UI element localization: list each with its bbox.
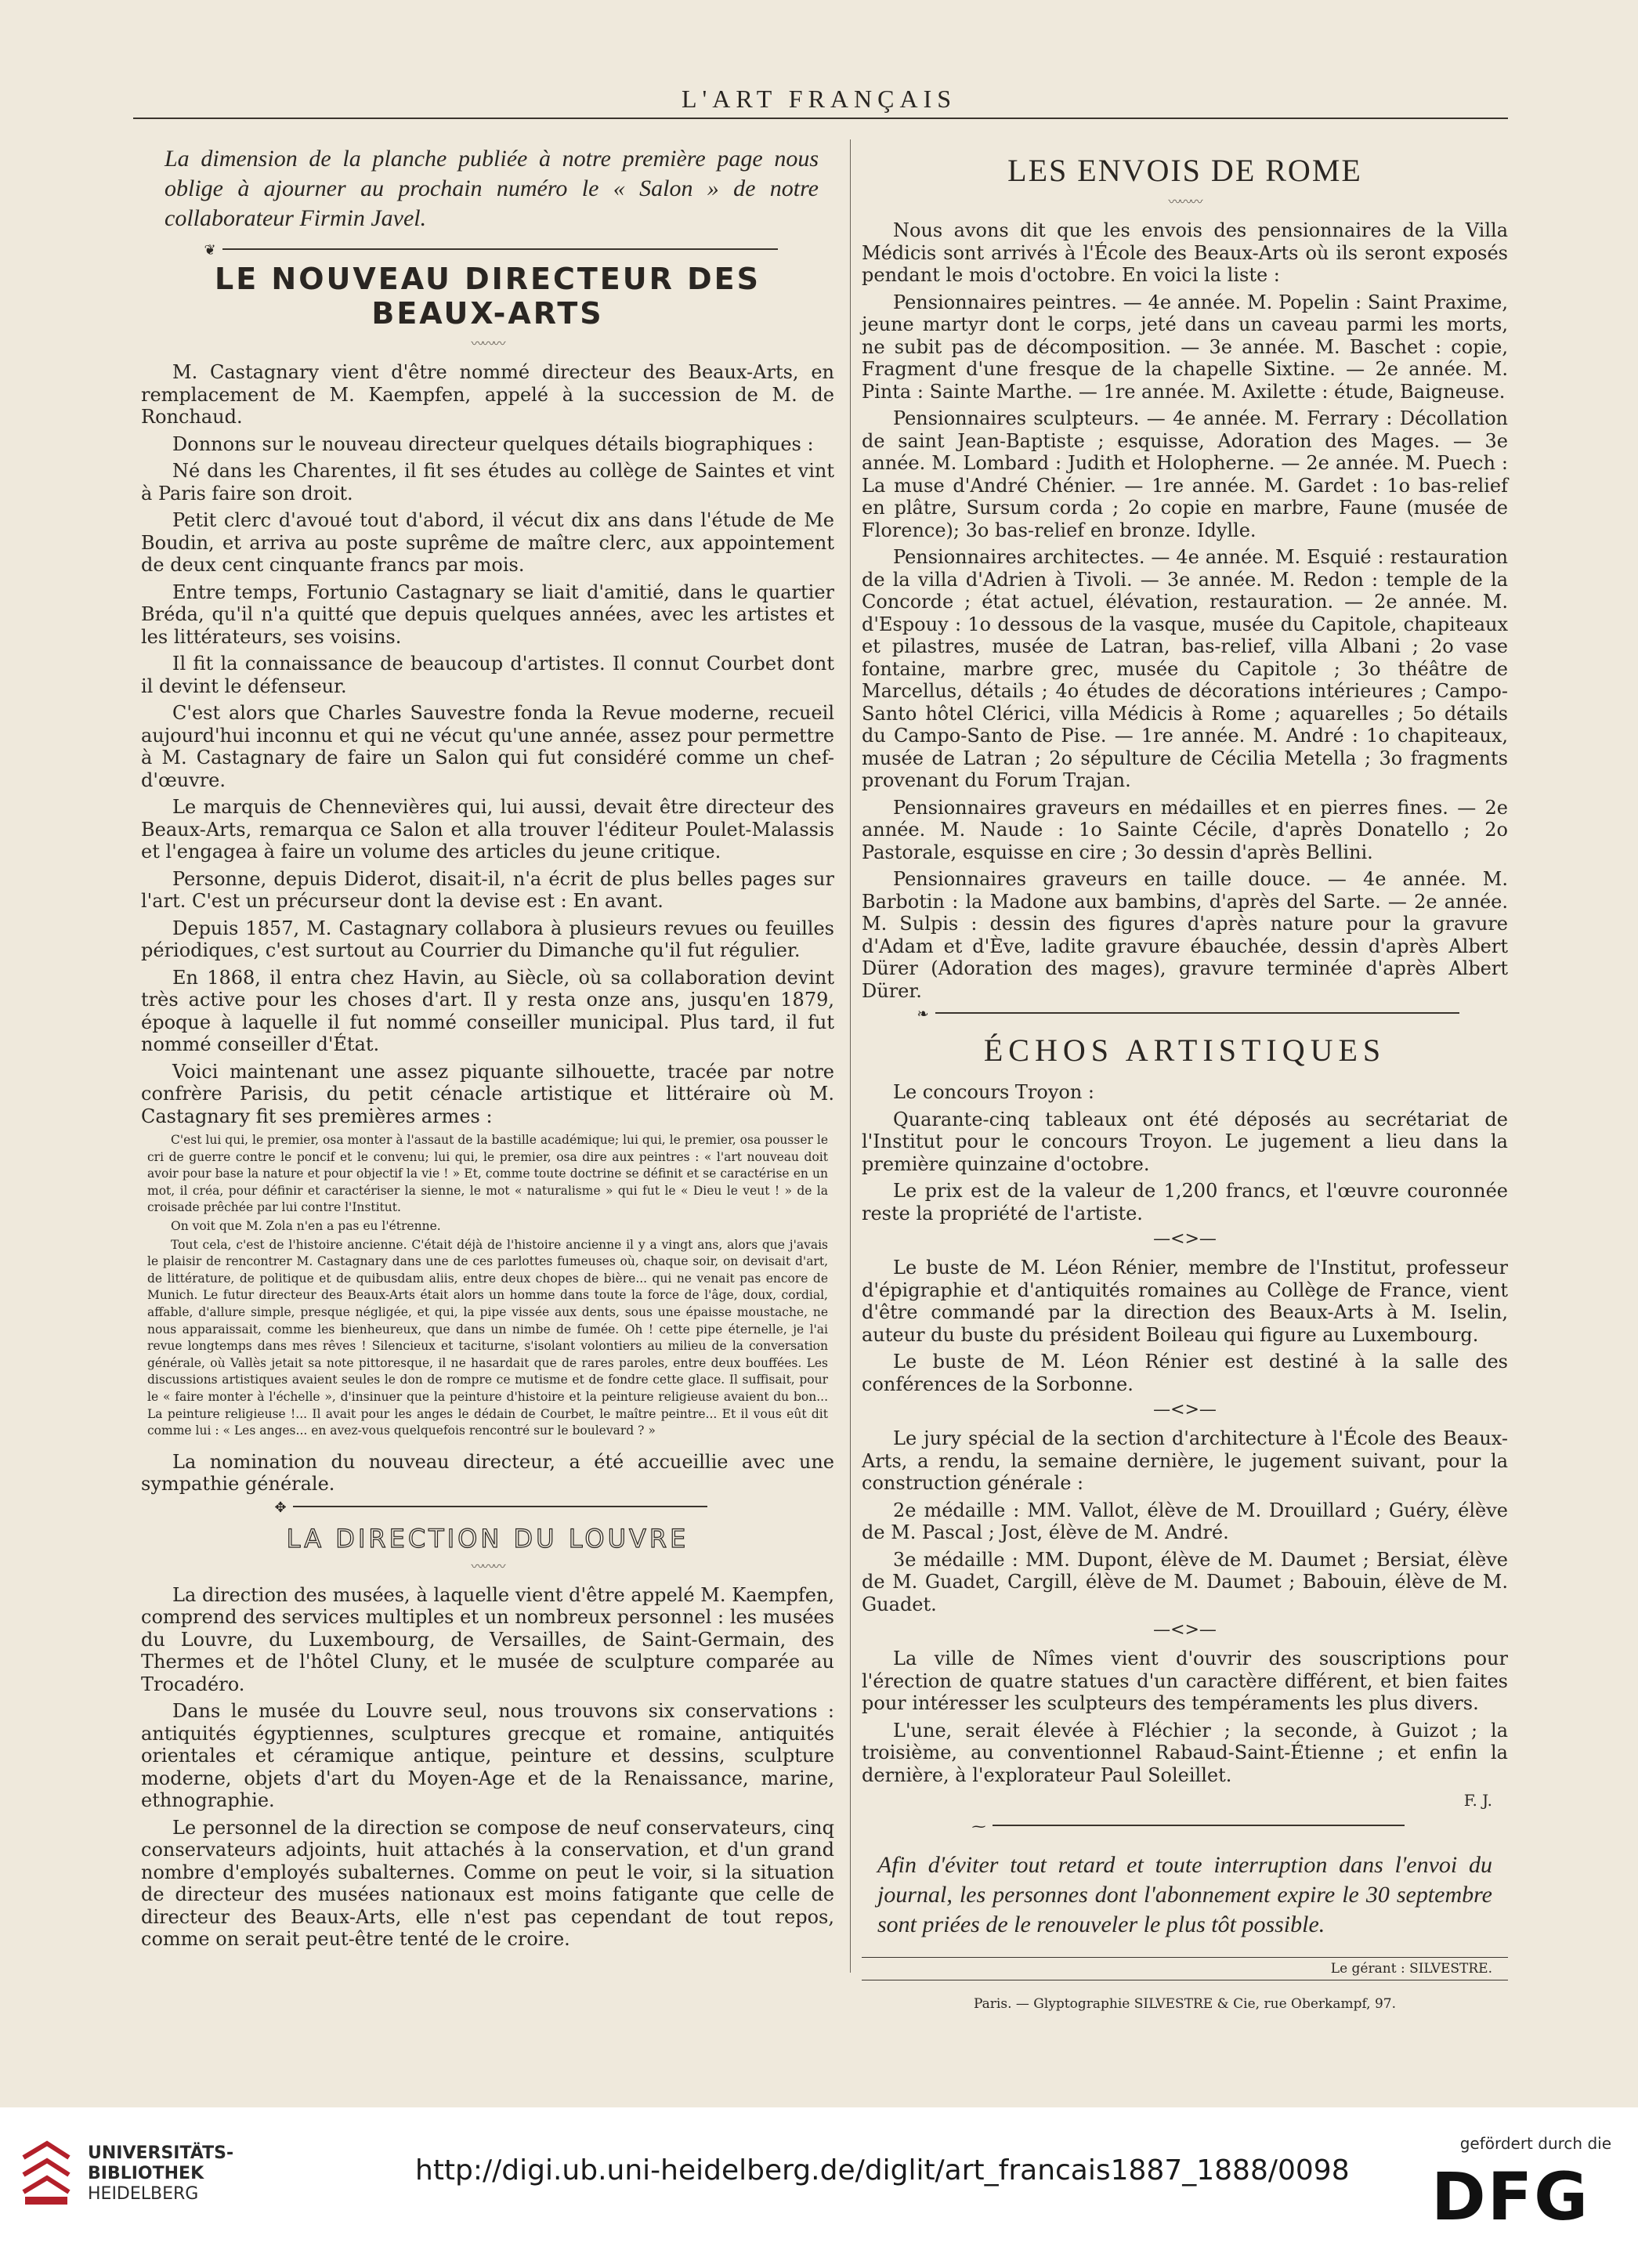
uni-line: BIBLIOTHEK: [88, 2164, 204, 2183]
closing-paragraph: La nomination du nouveau directeur, a été accueillie avec une sympathie générale.: [141, 1450, 834, 1496]
running-title: L'ART FRANÇAIS: [681, 85, 957, 113]
article-louvre-body: [141, 1584, 834, 1951]
ornament-divider: ✥: [269, 1500, 707, 1511]
article-envois-body: [862, 219, 1508, 1002]
paragraph: Dans le musée du Louvre seul, nous trouvons six conservations : antiquités égyptiennes, sculptures grecque et romaine, antiquités orientales et céramique antique, peinture et dessins, sculpture moderne, objets d'art du Moyen-Age et de la Renaissance, marine, ethnographie.: [141, 1700, 834, 1812]
left-column: [141, 141, 834, 1998]
gerant-line: Le gérant : SILVESTRE.: [862, 1957, 1508, 1980]
paragraph: Donnons sur le nouveau directeur quelques détails biographiques :: [172, 432, 814, 455]
title-flourish: 〰〰〰: [1168, 194, 1202, 209]
echos-section-nimes: [862, 1648, 1508, 1786]
article-directeur-body: [141, 361, 834, 1127]
title-flourish: 〰〰〰: [471, 1558, 504, 1574]
paragraph: Le prix est de la valeur de 1,200 francs, et l'œuvre couronnée reste la propriété de l'artiste.: [862, 1180, 1508, 1224]
paragraph: Le concours Troyon :: [893, 1081, 1094, 1103]
paragraph: Le buste de M. Léon Rénier est destiné à la salle des conférences de la Sorbonne.: [862, 1351, 1508, 1395]
paragraph: Nous avons dit que les envois des pensionnaires de la Villa Médicis sont arrivés à l'École des Beaux-Arts où ils seront exposés pendant le mois d'octobre. En voici la liste :: [862, 219, 1508, 286]
paragraph: Le buste de M. Léon Rénier, membre de l'Institut, professeur d'épigraphie et d'antiquités romaines au Collège de France, vient d'être commandé par la direction des Beaux-Arts à M. Iselin, auteur du buste du président Boileau qui figure au Luxembourg.: [862, 1257, 1508, 1346]
uni-line: UNIVERSITÄTS-: [88, 2143, 234, 2163]
paragraph: La direction des musées, à laquelle vient d'être appelé M. Kaempfen, comprend des services multiples et un nombreux personnel : les musées du Louvre, du Luxembourg, de Versailles, de Saint-Germain, des Thermes et de l'hôtel Cluny, et le musée de sculpture comparée au Trocadéro.: [141, 1583, 834, 1695]
paragraph: Petit clerc d'avoué tout d'abord, il vécut dix ans dans l'étude de Me Boudin, et arriva au poste suprême de maître clerc, aux appointement de deux cent cinquante francs par mois.: [141, 509, 834, 576]
title-flourish: 〰〰〰: [471, 336, 504, 351]
paragraph: Il fit la connaissance de beaucoup d'artistes. Il connut Courbet dont il devint le défenseur.: [141, 653, 834, 697]
quote-paragraph: Tout cela, c'est de l'histoire ancienne. C'était déjà de l'histoire ancienne il y a vingt ans, alors que j'avais le plaisir de rencontrer M. Castagnary dans une de ces parlottes fumeuses où, chaque soir, on devisait d'art, de littérature, de politique et de quibusdam aliis, entre deux chopes de bière... qui ne venait pas encore de Munich. Le futur directeur des Beaux-Arts était alors un homme dans toute la force de l'âge, doux, cordial, affable, d'allure simple, presque négligée, et qui, la pipe vissée aux dents, sous une épaisse moustache, ne nous apparaissait, comme les bienheureux, que dans un nimbe de fumée. Oh ! cette pipe éternelle, je l'ai revue longtemps dans mes rêves ! Silencieux et taciturne, s'isolant volontiers au milieu de la conversation générale, où Vallès jetait sa note pittoresque, il ne hasardait que de rares paroles, entre deux bouffées. Les discussions artistiques avaient seules le don de rompre ce mutisme et de fondre cette glace. Il suffisait, pour le « faire monter à l'échelle », d'insinuer que la peinture d'histoire et la peinture religieuse avaient du bon... La peinture religieuse !... Il avait pour les anges le dédain de Courbet, le maître peintre... Et il vous eût dit comme lui : « Les anges... en avez-vous quelquefois rencontré sur le boulevard ? »: [147, 1237, 828, 1438]
signature: F. J.: [1463, 1791, 1492, 1810]
header-rule: [133, 118, 1508, 119]
printer-line: Paris. — Glyptographie SILVESTRE & Cie, rue Oberkampf, 97.: [973, 1996, 1397, 2012]
paragraph: En 1868, il entra chez Havin, au Siècle, où sa collaboration devint très active pour les choses d'art. Il y resta onze ans, jusqu'en 1879, époque à laquelle il fut nommé conseiller municipal. Plus tard, il fut nommé conseiller d'État.: [141, 966, 834, 1055]
article-title-louvre: LA DIRECTION DU LOUVRE: [286, 1523, 689, 1554]
paragraph: Le jury spécial de la section d'architecture à l'École des Beaux-Arts, a rendu, la semaine dernière, le jugement suivant, pour la construction générale :: [862, 1427, 1508, 1494]
right-column: [862, 141, 1508, 2012]
paragraph: Le marquis de Chennevières qui, lui aussi, devait être directeur des Beaux-Arts, remarqua ce Salon et alla trouver l'éditeur Poulet-Malassis et l'engagea à faire un volume des articles du jeune critique.: [141, 796, 834, 863]
paragraph: 3e médaille : MM. Dupont, élève de M. Daumet ; Bersiat, élève de M. Guadet, Cargill, élève de M. Daumet ; Babouin, élève de M. Guadet.: [862, 1548, 1508, 1615]
university-library-name: [88, 2143, 233, 2205]
paragraph: Pensionnaires architectes. — 4e année. M. Esquié : restauration de la villa d'Adrien à Tivoli. — 3e année. M. Redon : temple de la Concorde ; état actuel, élévation, restauration. — 2e année. M. d'Espouy : 1o dessous de la vasque, musée du Capitole, chapiteaux et pilastres, musée de Latran, bas-relief, villa Albani ; 2o vase fontaine, marbre grec, musée du Capitole ; 3o théâtre de Marcellus, détails ; 4o études de décorations intérieures ; Campo-Santo hôtel Clérici, villa Médicis à Rome ; aquarelles ; 5o détails du Campo-Santo de Pise. — 1re année. M. André : 1o chapiteaux, musée de Latran ; 2o sépulture de Cécilia Metella ; 3o fragments provenant du Forum Trajan.: [862, 546, 1508, 791]
digitization-footer: [0, 2107, 1638, 2268]
quote-paragraph: On voit que M. Zola n'en a pas eu l'étrenne.: [171, 1218, 441, 1233]
uni-line: HEIDELBERG: [88, 2184, 199, 2204]
small-separator: —<>—: [1153, 1229, 1217, 1249]
article-title-directeur: LE NOUVEAU DIRECTEUR DES BEAUX-ARTS: [215, 262, 761, 331]
paragraph: Pensionnaires graveurs en taille douce. — 4e année. M. Barbotin : la Madone aux bambins, d'après del Sarte. — 2e année. M. Sulpis : dessin des figures d'après nature pour la gravure d'Adam et d'Ève, ladite gravure ébauchée, dessin d'après Albert Dürer (Adoration des mages), gravure terminée d'après Albert Dürer.: [862, 868, 1508, 1002]
paragraph: Personne, depuis Diderot, disait-il, n'a écrit de plus belles pages sur l'art. C'est un précurseur dont la devise est : En avant.: [141, 867, 834, 912]
source-url-link[interactable]: http://digi.ub.uni-heidelberg.de/diglit/art_francais1887_1888/0098: [415, 2154, 1350, 2187]
intro-note: La dimension de la planche publiée à notre première page nous oblige à ajourner au prochain numéro le « Salon » de notre collaborateur Firmin Javel.: [165, 146, 819, 231]
subscription-notice: Afin d'éviter tout retard et toute interruption dans l'envoi du journal, les personnes dont l'abonnement expire le 30 septembre sont priées de le renouveler le plus tôt possible.: [877, 1852, 1492, 1937]
small-separator: —<>—: [1153, 1400, 1217, 1420]
paragraph: La ville de Nîmes vient d'ouvrir des souscriptions pour l'érection de quatre statues d'un caractère différent, et bien faites pour intéresser les sculpteurs des tempéraments les plus divers.: [862, 1648, 1508, 1714]
paragraph: L'une, serait élevée à Fléchier ; la seconde, à Guizot ; la troisième, au conventionnel Rabaud-Saint-Étienne ; et enfin la dernière, à l'explorateur Paul Soleillet.: [862, 1719, 1508, 1786]
paragraph: Depuis 1857, M. Castagnary collabora à plusieurs revues ou feuilles périodiques, c'est surtout au Courrier du Dimanche qu'il fut régulier.: [141, 917, 834, 961]
dfg-logo: DFG: [1431, 2158, 1590, 2235]
section-title-echos: ÉCHOS ARTISTIQUES: [983, 1033, 1387, 1068]
paragraph: Le personnel de la direction se compose de neuf conservateurs, cinq conservateurs adjoints, huit attachés à la conservation, et d'un grand nombre d'employés subalternes. Comme on peut le voir, si la situation de directeur des musées nationaux est moins fatigante que celle de directeur des Beaux-Arts, elle n'est pas cependant de tout repos, comme on serait peut-être tenté de le croire.: [141, 1816, 834, 1951]
paragraph: Quarante-cinq tableaux ont été déposés au secrétariat de l'Institut pour le concours Troyon. Le jugement a lieu dans la première quinzaine d'octobre.: [862, 1108, 1508, 1175]
column-divider: [850, 139, 851, 1973]
dfg-block: [1431, 2134, 1611, 2235]
paragraph: Entre temps, Fortunio Castagnary se liait d'amitié, dans le quartier Bréda, qu'il n'a quitté que depuis quelques années, avec les artistes et les littérateurs, ses voisins.: [141, 581, 834, 648]
paragraph: Pensionnaires peintres. — 4e année. M. Popelin : Saint Praxime, jeune martyr dont le corps, jeté dans un caveau parmi les morts, ne subit pas de décomposition. — 3e année. M. Baschet : copie, Fragment d'une fresque de la chapelle Sixtine. — 2e année. M. Pinta : Sainte Marthe. — 1re année. M. Axilette : étude, Baigneuse.: [862, 291, 1508, 403]
funded-by-text: gefördert durch die: [1459, 2134, 1611, 2153]
paragraph: Voici maintenant une assez piquante silhouette, tracée par notre confrère Parisis, du petit cénacle artistique et littéraire où M. Castagnary fit ses premières armes :: [141, 1060, 834, 1127]
paragraph: M. Castagnary vient d'être nommé directeur des Beaux-Arts, en remplacement de M. Kaempfen, appelé à la succession de M. de Ronchaud.: [141, 361, 834, 428]
echos-section-renier: [862, 1257, 1508, 1395]
paragraph: Pensionnaires sculpteurs. — 4e année. M. Ferrary : Décollation de saint Jean-Baptiste ; esquisse, Adoration des Mages. — 3e année. M. Lombard : Judith et Holopherne. — 2e année. M. Puech : La muse d'André Chénier. — 1re année. M. Gardet : 1o bas-relief en plâtre, Sursum corda ; 2o copie en marbre, Faune (musée de Florence); 3o bas-relief en bronze. Idylle.: [862, 407, 1508, 541]
echos-section-jury: [862, 1427, 1508, 1615]
paragraph: Né dans les Charentes, il fit ses études au collège de Saintes et vint à Paris faire son droit.: [141, 460, 834, 505]
ornament-divider: ❧: [911, 1007, 1459, 1018]
quote-paragraph: C'est lui qui, le premier, osa monter à l'assaut de la bastille académique; lui qui, le premier, osa pousser le cri de guerre contre le poncif et le convenu; lui qui, le premier, osa dire aux peintres : « l'art nouveau doit avoir pour base la nature et pour objectif la vie ! » Et, comme toute doctrine se définit et se caractérise en un mot, il créa, pour définir et caractériser la sienne, le mot « naturalisme » qui fut le « Dieu le veut ! » de la croisade prêchée par lui contre l'Institut.: [147, 1133, 828, 1215]
paragraph: 2e médaille : MM. Vallot, élève de M. Drouillard ; Guéry, élève de M. Pascal ; Jost, élève de M. André.: [862, 1499, 1508, 1543]
ornament-divider: ⁓: [966, 1819, 1405, 1830]
paragraph: C'est alors que Charles Sauvestre fonda la Revue moderne, recueil aujourd'hui inconnu et qui ne vécut qu'une année, assez pour permettre à M. Castagnary de faire un Salon qui fut considéré comme un chef-d'œuvre.: [141, 702, 834, 791]
quoted-passage: [141, 1132, 834, 1440]
small-separator: —<>—: [1153, 1620, 1217, 1640]
paragraph: Pensionnaires graveurs en médailles et en pierres fines. — 2e année. M. Naude : 1o Sainte Cécile, d'après Donatello ; 2o Pastorale, esquisse en cire ; 3o dessin d'après Bellini.: [862, 796, 1508, 863]
ornament-divider: ❦: [198, 243, 778, 254]
article-title-envois: LES ENVOIS DE ROME: [1007, 153, 1362, 188]
university-library-logo-icon: [19, 2140, 74, 2211]
echos-section-troyon: [862, 1081, 1508, 1224]
